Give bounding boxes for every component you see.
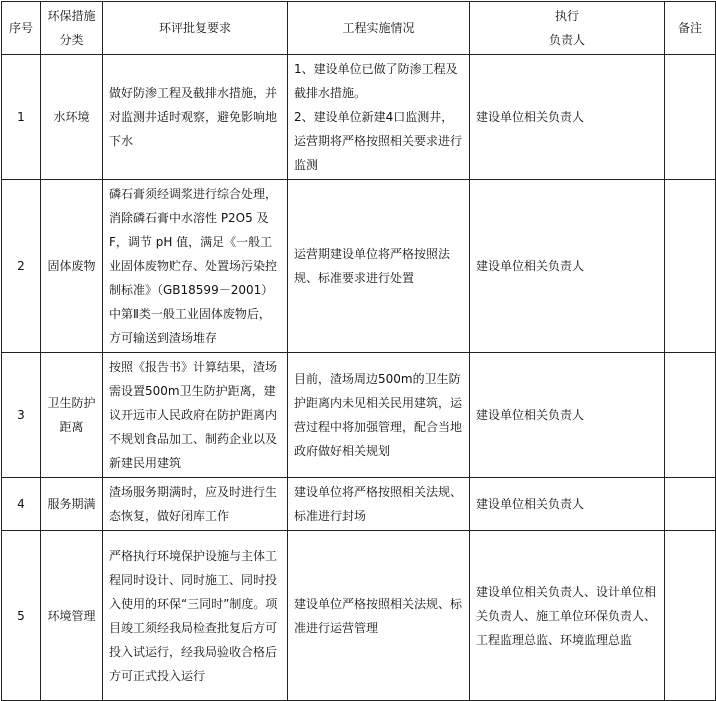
header-responsible-line2: 负责人 bbox=[548, 33, 585, 47]
row-no: 5 bbox=[2, 531, 41, 701]
row-category: 水环境 bbox=[41, 55, 103, 180]
row-implementation: 1、建设单位已做了防渗工程及截排水措施。 2、建设单位新建4口监测井，运营期将严格按照相关要求进行监测 bbox=[288, 55, 470, 180]
row-requirement: 磷石膏须经调浆进行综合处理，消除磷石膏中水溶性 P2O5 及 F，调节 pH 值，满足《一般工业固体废物贮存、处置场污染控制标准》（GB18599－2001）中第Ⅱ类一般工业固体废物后，方可输送到渣场堆存 bbox=[103, 180, 288, 353]
row-responsible: 建设单位相关负责人 bbox=[470, 55, 665, 180]
row-implementation: 目前，渣场周边500m的卫生防护距离内未见相关民用建筑，运营过程中将加强管理，配合当地政府做好相关规划 bbox=[288, 353, 470, 478]
row-implementation: 建设单位严格按照相关法规、标准进行运营管理 bbox=[288, 531, 470, 701]
header-no: 序号 bbox=[2, 2, 41, 55]
row-remark bbox=[665, 353, 716, 478]
row-no: 3 bbox=[2, 353, 41, 478]
header-implementation: 工程实施情况 bbox=[288, 2, 470, 55]
table-row bbox=[2, 478, 716, 531]
table-row bbox=[2, 531, 716, 701]
table-row bbox=[2, 55, 716, 180]
row-implementation: 建设单位将严格按照相关法规、标准进行封场 bbox=[288, 478, 470, 531]
table-header-row bbox=[2, 2, 716, 55]
row-remark bbox=[665, 478, 716, 531]
row-implementation: 运营期建设单位将严格按照法规、标准要求进行处置 bbox=[288, 180, 470, 353]
row-category: 环境管理 bbox=[41, 531, 103, 701]
row-remark bbox=[665, 531, 716, 701]
row-no: 2 bbox=[2, 180, 41, 353]
row-responsible: 建设单位相关负责人 bbox=[470, 478, 665, 531]
row-category: 服务期满 bbox=[41, 478, 103, 531]
header-category bbox=[41, 2, 103, 55]
measures-table bbox=[1, 1, 716, 701]
header-requirement: 环评批复要求 bbox=[103, 2, 288, 55]
table-row bbox=[2, 180, 716, 353]
row-responsible: 建设单位相关负责人 bbox=[470, 180, 665, 353]
header-category-line1: 环保措施 bbox=[47, 9, 96, 23]
header-responsible-line1: 执行 bbox=[554, 9, 579, 23]
header-responsible bbox=[470, 2, 665, 55]
row-no: 4 bbox=[2, 478, 41, 531]
row-requirement: 做好防渗工程及截排水措施，并对监测井适时观察，避免影响地下水 bbox=[103, 55, 288, 180]
row-requirement: 按照《报告书》计算结果，渣场需设置500m卫生防护距离，建议开远市人民政府在防护距离内不规划食品加工、制药企业以及新建民用建筑 bbox=[103, 353, 288, 478]
header-category-line2: 分类 bbox=[59, 33, 84, 47]
row-remark bbox=[665, 180, 716, 353]
row-requirement: 渣场服务期满时，应及时进行生态恢复，做好闭库工作 bbox=[103, 478, 288, 531]
row-category: 固体废物 bbox=[41, 180, 103, 353]
row-remark bbox=[665, 55, 716, 180]
row-requirement: 严格执行环境保护设施与主体工程同时设计、同时施工、同时投入使用的环保“三同时”制度。项目竣工须经我局检查批复后方可投入试运行，经我局验收合格后方可正式投入运行 bbox=[103, 531, 288, 701]
row-category: 卫生防护距离 bbox=[41, 353, 103, 478]
table-row bbox=[2, 353, 716, 478]
row-responsible: 建设单位相关负责人 bbox=[470, 353, 665, 478]
row-no: 1 bbox=[2, 55, 41, 180]
row-responsible: 建设单位相关负责人、设计单位相关负责人、施工单位环保负责人、工程监理总监、环境监理总监 bbox=[470, 531, 665, 701]
header-remark: 备注 bbox=[665, 2, 716, 55]
